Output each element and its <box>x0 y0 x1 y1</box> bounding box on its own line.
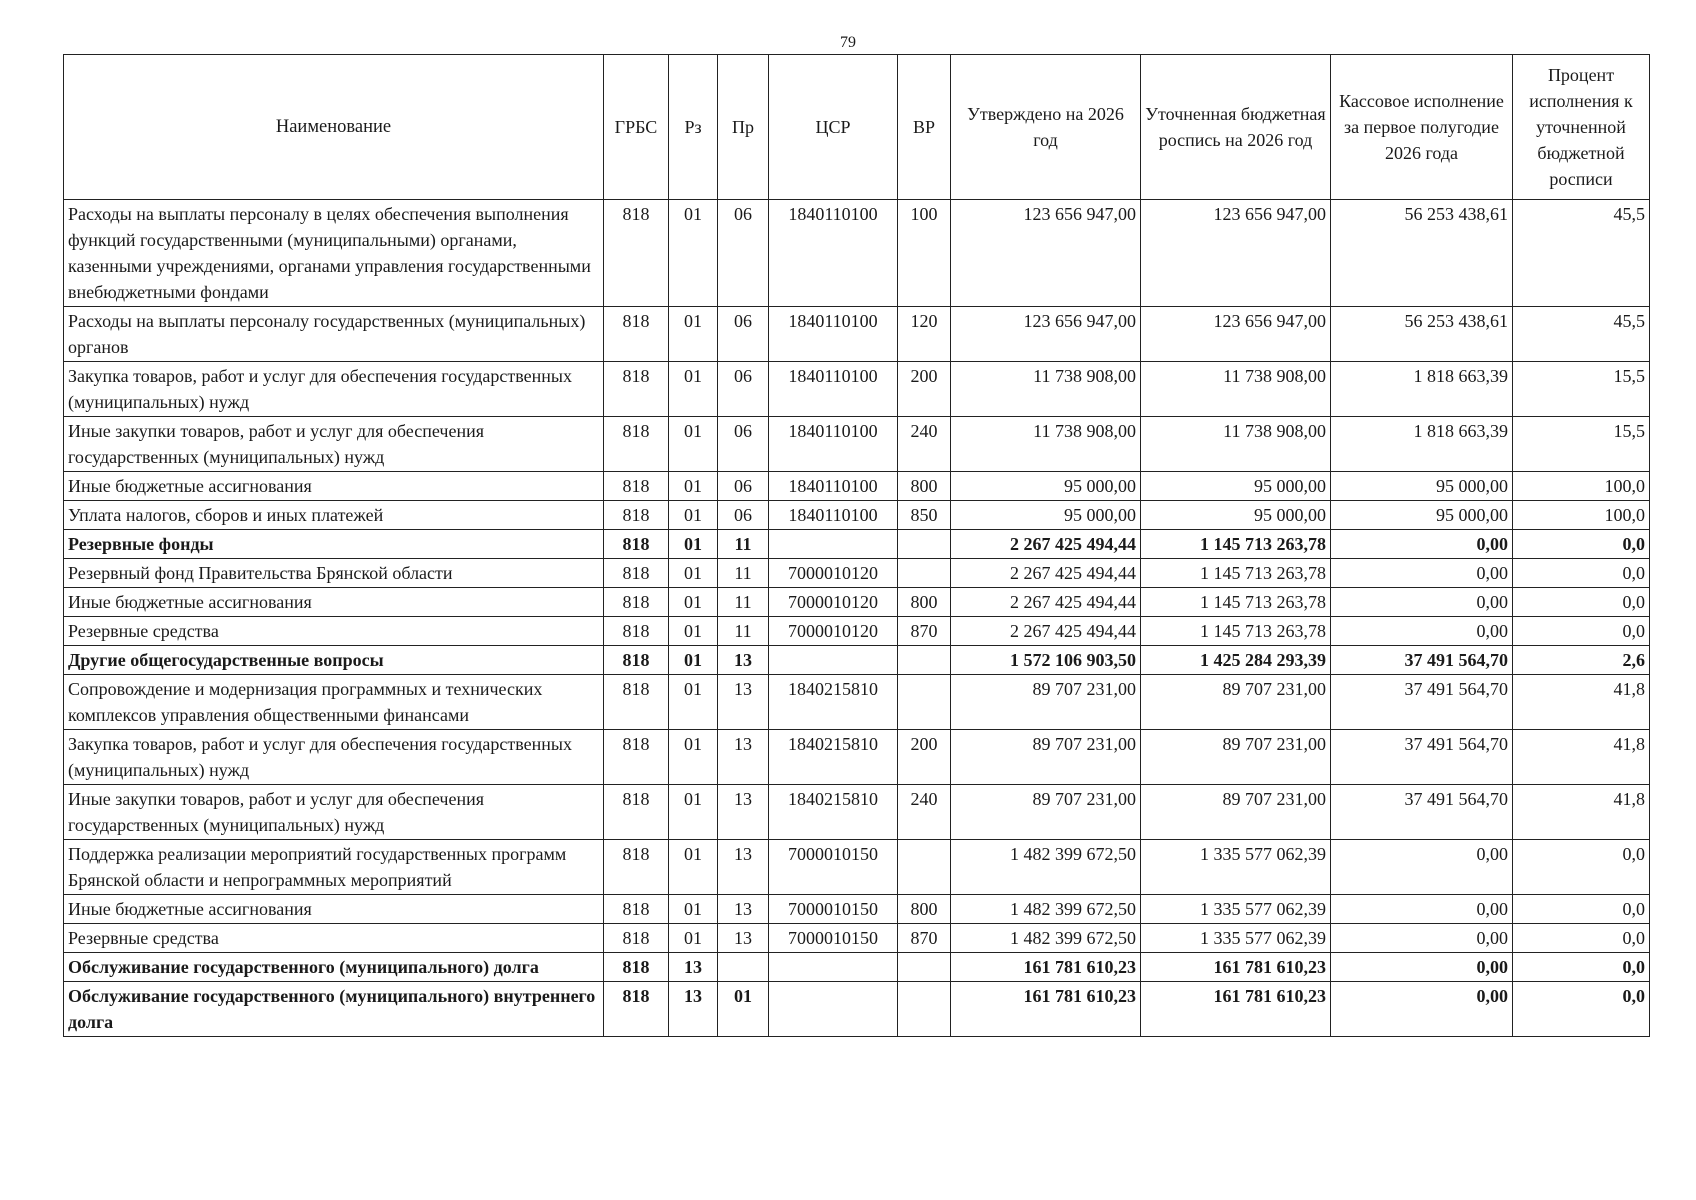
cell-percent: 100,0 <box>1513 472 1650 501</box>
cell-cash: 37 491 564,70 <box>1331 675 1513 730</box>
cell-approved: 89 707 231,00 <box>951 785 1141 840</box>
cell-cash: 0,00 <box>1331 953 1513 982</box>
cell-percent: 45,5 <box>1513 307 1650 362</box>
table-row <box>64 646 1650 675</box>
cell-approved: 123 656 947,00 <box>951 307 1141 362</box>
cell-csr <box>769 646 898 675</box>
cell-cash: 37 491 564,70 <box>1331 785 1513 840</box>
cell-csr: 1840110100 <box>769 472 898 501</box>
cell-pr: 11 <box>718 559 769 588</box>
cell-pr: 11 <box>718 530 769 559</box>
cell-refined: 1 335 577 062,39 <box>1141 924 1331 953</box>
cell-approved: 161 781 610,23 <box>951 953 1141 982</box>
cell-rz: 01 <box>669 730 718 785</box>
cell-approved: 95 000,00 <box>951 472 1141 501</box>
cell-vr: 870 <box>898 617 951 646</box>
cell-approved: 89 707 231,00 <box>951 730 1141 785</box>
cell-percent: 41,8 <box>1513 785 1650 840</box>
cell-rz: 01 <box>669 840 718 895</box>
cell-pr: 13 <box>718 675 769 730</box>
cell-refined: 161 781 610,23 <box>1141 953 1331 982</box>
cell-name: Уплата налогов, сборов и иных платежей <box>64 501 604 530</box>
cell-grbs: 818 <box>604 953 669 982</box>
table-row <box>64 953 1650 982</box>
cell-percent: 0,0 <box>1513 617 1650 646</box>
cell-percent: 15,5 <box>1513 417 1650 472</box>
cell-vr: 240 <box>898 785 951 840</box>
cell-pr: 06 <box>718 200 769 307</box>
cell-pr: 06 <box>718 501 769 530</box>
cell-grbs: 818 <box>604 895 669 924</box>
cell-grbs: 818 <box>604 924 669 953</box>
cell-grbs: 818 <box>604 982 669 1037</box>
table-row <box>64 617 1650 646</box>
table-row <box>64 895 1650 924</box>
cell-percent: 0,0 <box>1513 895 1650 924</box>
table-row <box>64 417 1650 472</box>
table-row <box>64 730 1650 785</box>
cell-rz: 01 <box>669 785 718 840</box>
cell-cash: 1 818 663,39 <box>1331 417 1513 472</box>
cell-percent: 0,0 <box>1513 953 1650 982</box>
cell-csr: 1840110100 <box>769 501 898 530</box>
cell-grbs: 818 <box>604 501 669 530</box>
cell-pr: 11 <box>718 588 769 617</box>
cell-pr: 13 <box>718 840 769 895</box>
cell-rz: 01 <box>669 362 718 417</box>
table-row <box>64 200 1650 307</box>
cell-vr <box>898 840 951 895</box>
table-header-row <box>64 55 1650 200</box>
cell-grbs: 818 <box>604 588 669 617</box>
cell-csr <box>769 953 898 982</box>
page-number: 79 <box>840 34 856 51</box>
cell-refined: 11 738 908,00 <box>1141 362 1331 417</box>
cell-vr: 850 <box>898 501 951 530</box>
cell-grbs: 818 <box>604 675 669 730</box>
col-header-grbs: ГРБС <box>604 55 669 200</box>
cell-rz: 01 <box>669 559 718 588</box>
cell-grbs: 818 <box>604 840 669 895</box>
cell-rz: 01 <box>669 646 718 675</box>
cell-percent: 0,0 <box>1513 840 1650 895</box>
cell-refined: 1 145 713 263,78 <box>1141 588 1331 617</box>
cell-rz: 13 <box>669 953 718 982</box>
cell-name: Резервные средства <box>64 924 604 953</box>
cell-csr: 1840215810 <box>769 675 898 730</box>
cell-name: Закупка товаров, работ и услуг для обеспечения государственных (муниципальных) нужд <box>64 362 604 417</box>
cell-grbs: 818 <box>604 530 669 559</box>
table-row <box>64 675 1650 730</box>
cell-csr: 1840215810 <box>769 785 898 840</box>
cell-refined: 89 707 231,00 <box>1141 675 1331 730</box>
cell-vr <box>898 675 951 730</box>
table-row <box>64 362 1650 417</box>
cell-grbs: 818 <box>604 785 669 840</box>
cell-approved: 1 572 106 903,50 <box>951 646 1141 675</box>
col-header-pr: Пр <box>718 55 769 200</box>
cell-cash: 0,00 <box>1331 895 1513 924</box>
col-header-percent: Процент исполнения к уточненной бюджетной росписи <box>1513 55 1650 200</box>
table-row <box>64 588 1650 617</box>
cell-csr: 7000010150 <box>769 924 898 953</box>
table-row <box>64 840 1650 895</box>
table-row <box>64 472 1650 501</box>
cell-name: Обслуживание государственного (муниципального) долга <box>64 953 604 982</box>
col-header-name: Наименование <box>64 55 604 200</box>
cell-approved: 2 267 425 494,44 <box>951 588 1141 617</box>
cell-csr: 1840110100 <box>769 362 898 417</box>
cell-csr: 7000010120 <box>769 559 898 588</box>
cell-refined: 11 738 908,00 <box>1141 417 1331 472</box>
cell-name: Иные бюджетные ассигнования <box>64 895 604 924</box>
cell-approved: 123 656 947,00 <box>951 200 1141 307</box>
cell-rz: 01 <box>669 675 718 730</box>
cell-cash: 0,00 <box>1331 530 1513 559</box>
cell-refined: 161 781 610,23 <box>1141 982 1331 1037</box>
cell-refined: 89 707 231,00 <box>1141 730 1331 785</box>
cell-cash: 0,00 <box>1331 617 1513 646</box>
cell-vr <box>898 646 951 675</box>
cell-vr: 240 <box>898 417 951 472</box>
cell-percent: 41,8 <box>1513 730 1650 785</box>
cell-vr: 100 <box>898 200 951 307</box>
cell-percent: 0,0 <box>1513 924 1650 953</box>
cell-grbs: 818 <box>604 559 669 588</box>
cell-cash: 37 491 564,70 <box>1331 730 1513 785</box>
cell-grbs: 818 <box>604 417 669 472</box>
cell-csr: 1840215810 <box>769 730 898 785</box>
cell-cash: 95 000,00 <box>1331 472 1513 501</box>
cell-rz: 01 <box>669 924 718 953</box>
cell-percent: 45,5 <box>1513 200 1650 307</box>
cell-approved: 2 267 425 494,44 <box>951 617 1141 646</box>
cell-percent: 0,0 <box>1513 559 1650 588</box>
cell-approved: 1 482 399 672,50 <box>951 924 1141 953</box>
cell-name: Резервные фонды <box>64 530 604 559</box>
cell-csr: 7000010150 <box>769 840 898 895</box>
cell-rz: 01 <box>669 617 718 646</box>
cell-vr: 870 <box>898 924 951 953</box>
cell-cash: 37 491 564,70 <box>1331 646 1513 675</box>
cell-vr <box>898 530 951 559</box>
cell-rz: 01 <box>669 530 718 559</box>
cell-refined: 95 000,00 <box>1141 472 1331 501</box>
table-row <box>64 559 1650 588</box>
cell-grbs: 818 <box>604 730 669 785</box>
cell-grbs: 818 <box>604 200 669 307</box>
table-row <box>64 530 1650 559</box>
table-row <box>64 501 1650 530</box>
cell-percent: 0,0 <box>1513 588 1650 617</box>
col-header-rz: Рз <box>669 55 718 200</box>
cell-approved: 2 267 425 494,44 <box>951 530 1141 559</box>
cell-cash: 0,00 <box>1331 840 1513 895</box>
cell-vr: 200 <box>898 362 951 417</box>
cell-approved: 1 482 399 672,50 <box>951 840 1141 895</box>
cell-vr: 800 <box>898 588 951 617</box>
table-row <box>64 982 1650 1037</box>
cell-grbs: 818 <box>604 617 669 646</box>
table-body <box>64 200 1650 1037</box>
cell-cash: 1 818 663,39 <box>1331 362 1513 417</box>
cell-csr: 1840110100 <box>769 417 898 472</box>
cell-csr: 1840110100 <box>769 200 898 307</box>
cell-percent: 100,0 <box>1513 501 1650 530</box>
cell-refined: 95 000,00 <box>1141 501 1331 530</box>
cell-refined: 123 656 947,00 <box>1141 307 1331 362</box>
cell-pr: 13 <box>718 924 769 953</box>
cell-percent: 0,0 <box>1513 530 1650 559</box>
cell-csr <box>769 530 898 559</box>
cell-csr: 1840110100 <box>769 307 898 362</box>
cell-name: Расходы на выплаты персоналу государственных (муниципальных) органов <box>64 307 604 362</box>
col-header-csr: ЦСР <box>769 55 898 200</box>
cell-vr <box>898 953 951 982</box>
cell-refined: 1 425 284 293,39 <box>1141 646 1331 675</box>
cell-pr: 11 <box>718 617 769 646</box>
cell-cash: 95 000,00 <box>1331 501 1513 530</box>
cell-refined: 1 145 713 263,78 <box>1141 617 1331 646</box>
cell-percent: 15,5 <box>1513 362 1650 417</box>
cell-refined: 123 656 947,00 <box>1141 200 1331 307</box>
cell-rz: 01 <box>669 307 718 362</box>
cell-vr <box>898 982 951 1037</box>
cell-name: Закупка товаров, работ и услуг для обеспечения государственных (муниципальных) нужд <box>64 730 604 785</box>
cell-name: Иные закупки товаров, работ и услуг для обеспечения государственных (муниципальных) нужд <box>64 417 604 472</box>
cell-name: Резервные средства <box>64 617 604 646</box>
cell-rz: 13 <box>669 982 718 1037</box>
cell-vr: 800 <box>898 472 951 501</box>
cell-approved: 11 738 908,00 <box>951 362 1141 417</box>
cell-rz: 01 <box>669 588 718 617</box>
cell-pr: 13 <box>718 646 769 675</box>
cell-cash: 0,00 <box>1331 559 1513 588</box>
cell-rz: 01 <box>669 417 718 472</box>
cell-grbs: 818 <box>604 646 669 675</box>
cell-cash: 56 253 438,61 <box>1331 307 1513 362</box>
table-row <box>64 924 1650 953</box>
cell-vr: 120 <box>898 307 951 362</box>
cell-refined: 1 335 577 062,39 <box>1141 895 1331 924</box>
col-header-vr: ВР <box>898 55 951 200</box>
cell-percent: 0,0 <box>1513 982 1650 1037</box>
cell-refined: 89 707 231,00 <box>1141 785 1331 840</box>
cell-percent: 41,8 <box>1513 675 1650 730</box>
cell-rz: 01 <box>669 200 718 307</box>
cell-percent: 2,6 <box>1513 646 1650 675</box>
cell-pr: 06 <box>718 472 769 501</box>
cell-vr: 200 <box>898 730 951 785</box>
cell-grbs: 818 <box>604 362 669 417</box>
cell-refined: 1 145 713 263,78 <box>1141 559 1331 588</box>
cell-approved: 2 267 425 494,44 <box>951 559 1141 588</box>
cell-approved: 89 707 231,00 <box>951 675 1141 730</box>
cell-pr: 01 <box>718 982 769 1037</box>
cell-csr: 7000010150 <box>769 895 898 924</box>
cell-pr: 06 <box>718 362 769 417</box>
cell-rz: 01 <box>669 472 718 501</box>
cell-name: Резервный фонд Правительства Брянской области <box>64 559 604 588</box>
col-header-refined: Уточненная бюджетная роспись на 2026 год <box>1141 55 1331 200</box>
cell-csr <box>769 982 898 1037</box>
cell-pr: 13 <box>718 730 769 785</box>
budget-table <box>63 54 1650 1037</box>
cell-refined: 1 145 713 263,78 <box>1141 530 1331 559</box>
cell-name: Иные бюджетные ассигнования <box>64 472 604 501</box>
cell-name: Иные бюджетные ассигнования <box>64 588 604 617</box>
cell-name: Сопровождение и модернизация программных и технических комплексов управления общественными финансами <box>64 675 604 730</box>
cell-csr: 7000010120 <box>769 617 898 646</box>
cell-approved: 161 781 610,23 <box>951 982 1141 1037</box>
cell-name: Обслуживание государственного (муниципального) внутреннего долга <box>64 982 604 1037</box>
cell-name: Поддержка реализации мероприятий государственных программ Брянской области и непрограммных мероприятий <box>64 840 604 895</box>
cell-name: Иные закупки товаров, работ и услуг для обеспечения государственных (муниципальных) нужд <box>64 785 604 840</box>
cell-rz: 01 <box>669 895 718 924</box>
cell-name: Другие общегосударственные вопросы <box>64 646 604 675</box>
table-row <box>64 307 1650 362</box>
cell-pr: 13 <box>718 785 769 840</box>
cell-vr <box>898 559 951 588</box>
cell-grbs: 818 <box>604 307 669 362</box>
cell-pr: 06 <box>718 417 769 472</box>
cell-pr: 13 <box>718 895 769 924</box>
cell-approved: 95 000,00 <box>951 501 1141 530</box>
cell-csr: 7000010120 <box>769 588 898 617</box>
cell-approved: 11 738 908,00 <box>951 417 1141 472</box>
cell-rz: 01 <box>669 501 718 530</box>
col-header-approved: Утверждено на 2026 год <box>951 55 1141 200</box>
table-row <box>64 785 1650 840</box>
cell-cash: 56 253 438,61 <box>1331 200 1513 307</box>
col-header-cash: Кассовое исполнение за первое полугодие 2026 года <box>1331 55 1513 200</box>
cell-cash: 0,00 <box>1331 982 1513 1037</box>
cell-pr <box>718 953 769 982</box>
cell-vr: 800 <box>898 895 951 924</box>
cell-refined: 1 335 577 062,39 <box>1141 840 1331 895</box>
cell-pr: 06 <box>718 307 769 362</box>
cell-name: Расходы на выплаты персоналу в целях обеспечения выполнения функций государственными (муниципальными) органами, казенными учреждениями, органами управления государственными внебюджетными фондами <box>64 200 604 307</box>
cell-approved: 1 482 399 672,50 <box>951 895 1141 924</box>
cell-cash: 0,00 <box>1331 588 1513 617</box>
cell-cash: 0,00 <box>1331 924 1513 953</box>
cell-grbs: 818 <box>604 472 669 501</box>
